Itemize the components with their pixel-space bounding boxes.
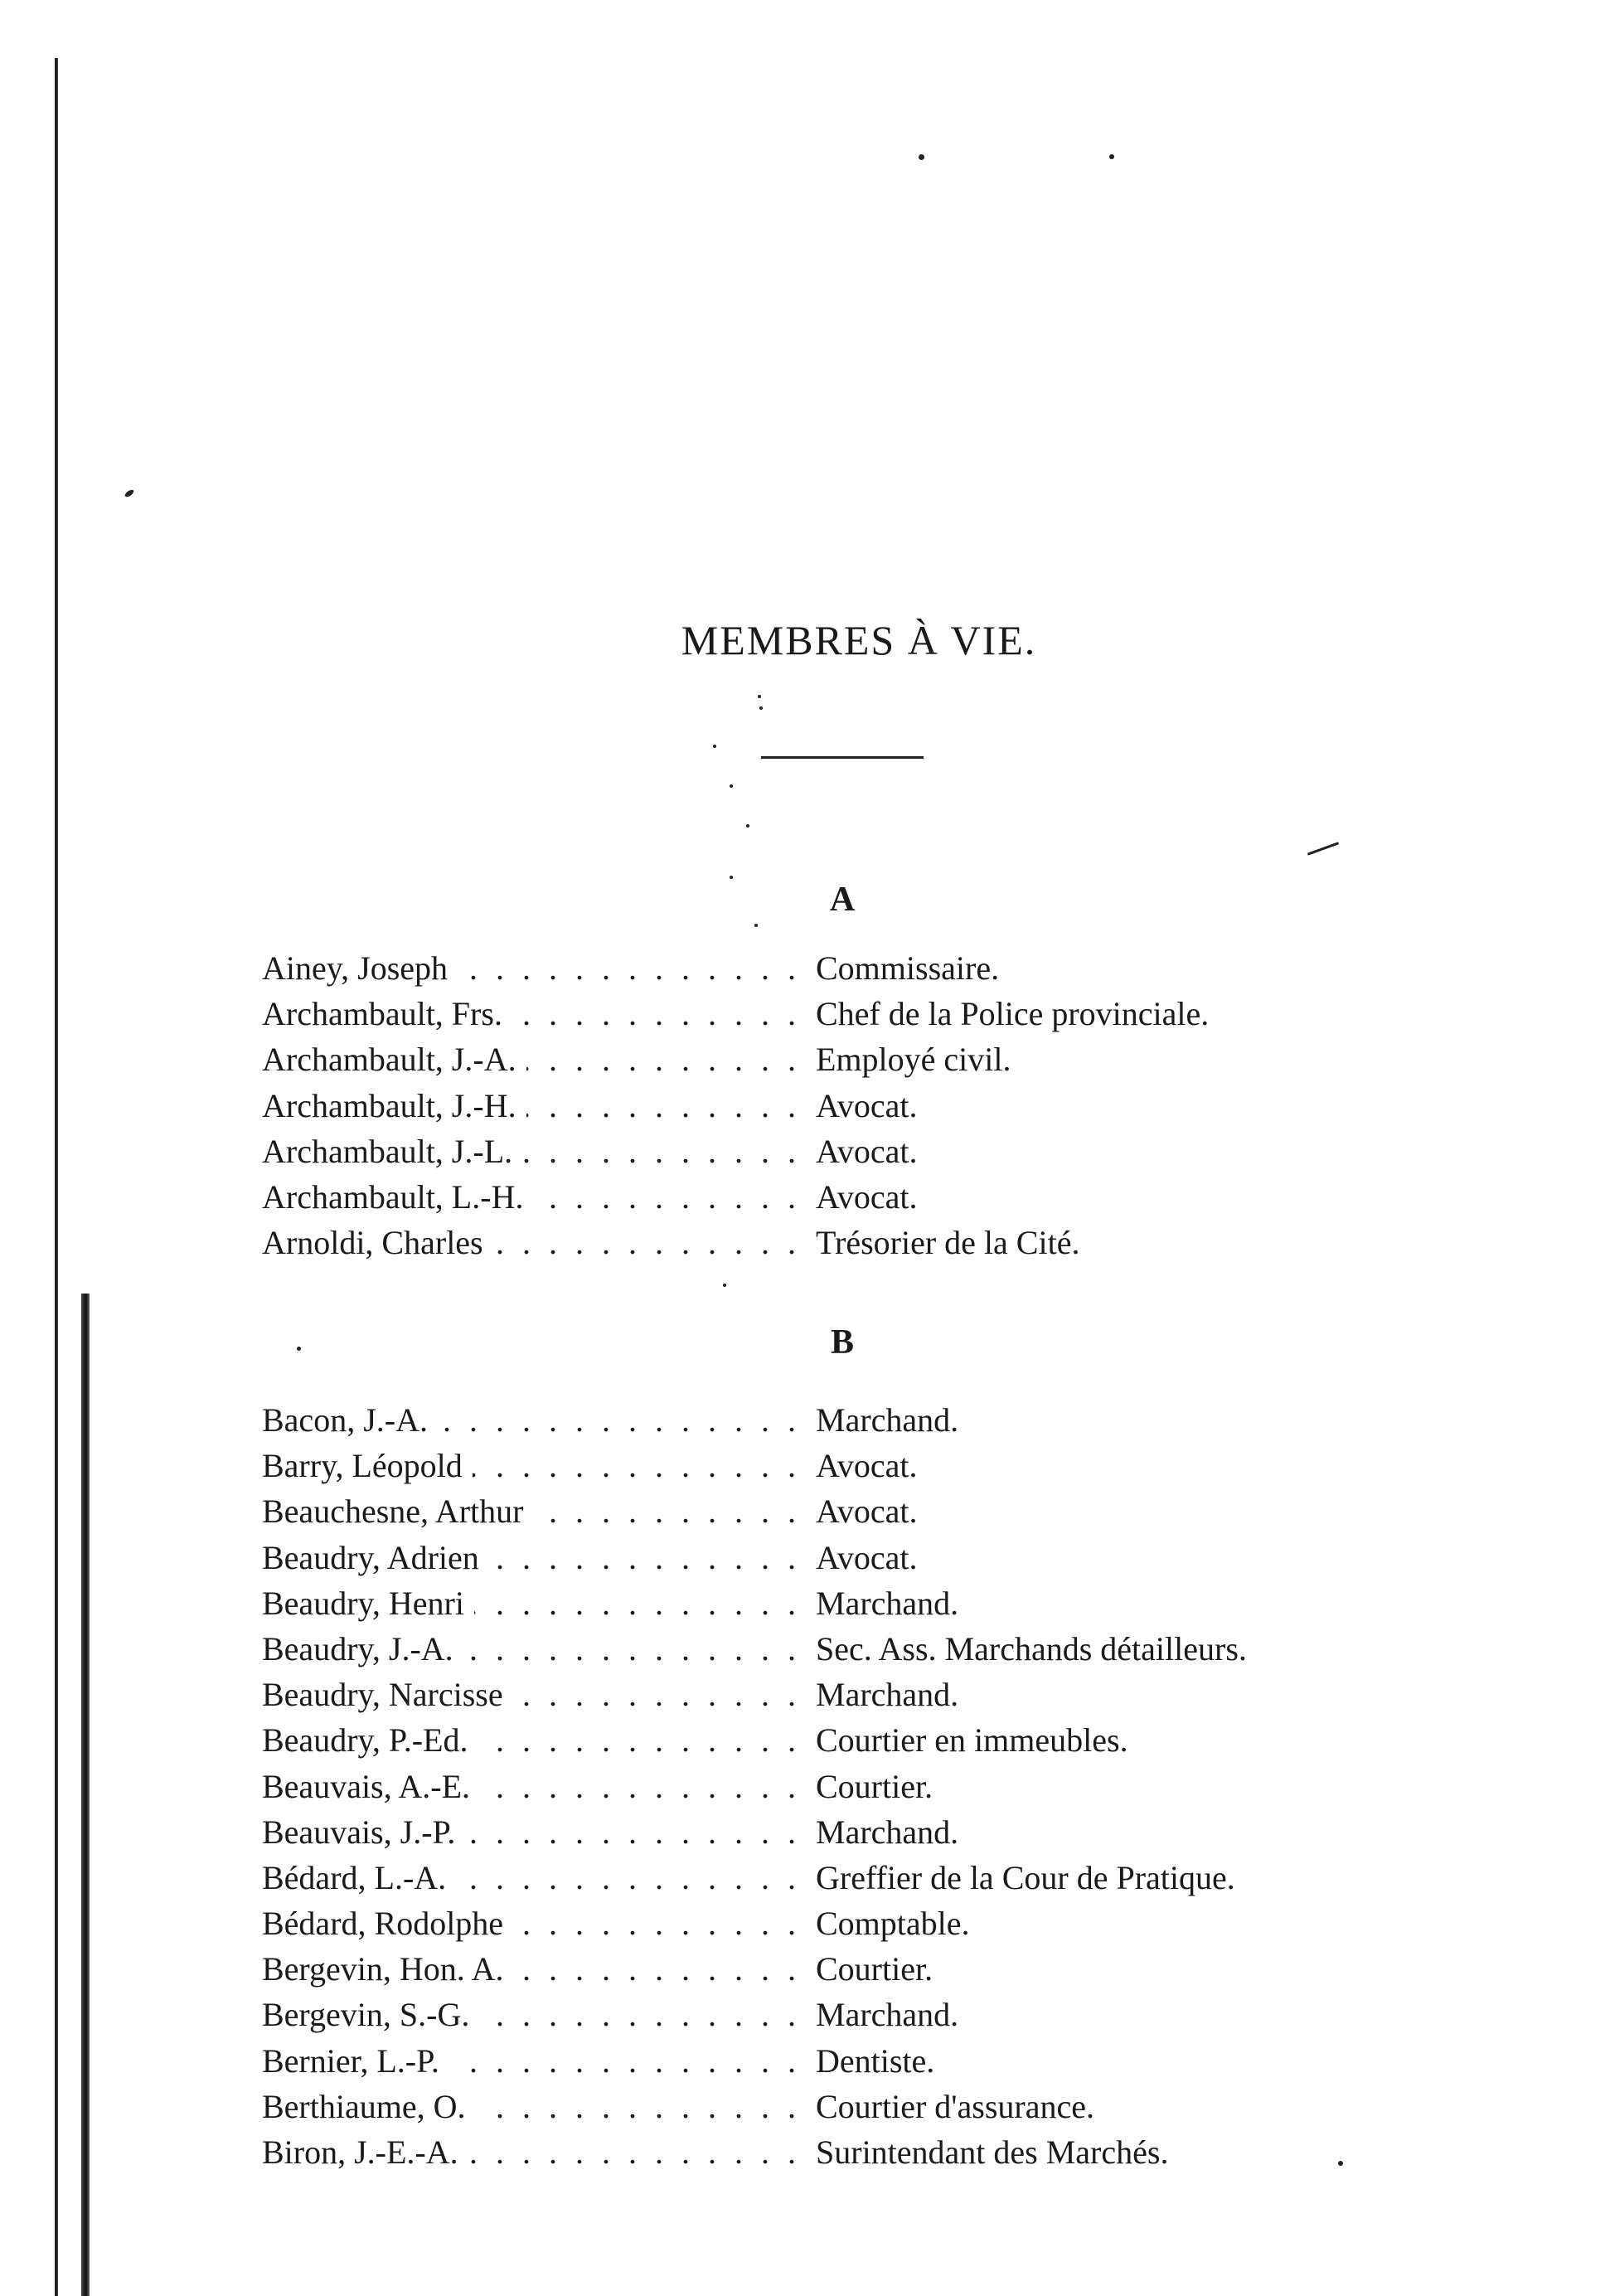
member-name: Beauchesne, Arthur xyxy=(262,1488,533,1534)
page-binding-edge xyxy=(55,58,58,2296)
member-name: Bergevin, Hon. A. xyxy=(262,1946,513,1992)
member-name: Bédard, L.-A. xyxy=(262,1855,456,1900)
list-item xyxy=(262,991,1423,1036)
member-occupation: Comptable. xyxy=(816,1905,970,1943)
member-list-b xyxy=(262,1397,1423,2175)
member-occupation: Courtier d'assurance. xyxy=(816,2087,1094,2125)
member-name: Bacon, J.-A. xyxy=(262,1397,438,1443)
list-item xyxy=(262,1900,1423,1946)
member-name: Beaudry, P.-Ed. xyxy=(262,1717,478,1763)
ink-speck xyxy=(919,154,924,160)
list-item xyxy=(262,2084,1423,2129)
member-name: Archambault, L.-H. xyxy=(262,1174,533,1220)
list-item xyxy=(262,1220,1423,1265)
member-occupation: Avocat. xyxy=(816,1177,918,1216)
list-item xyxy=(262,1129,1423,1174)
member-occupation: Chef de la Police provinciale. xyxy=(816,995,1210,1033)
member-name: Biron, J.-E.-A. xyxy=(262,2129,468,2175)
member-name: Barry, Léopold xyxy=(262,1443,473,1488)
member-occupation: Employé civil. xyxy=(816,1041,1011,1079)
member-occupation: Courtier. xyxy=(816,1767,934,1805)
member-name: Ainey, Joseph xyxy=(262,945,458,991)
member-name: Beaudry, J.-A. xyxy=(262,1626,463,1672)
member-name: Beaudry, Henri xyxy=(262,1580,474,1626)
list-item xyxy=(262,1083,1423,1129)
member-name: Bernier, L.-P. xyxy=(262,2038,449,2084)
ink-speck xyxy=(297,1347,301,1351)
member-occupation: Marchand. xyxy=(816,1813,959,1851)
member-name: Beaudry, Adrien xyxy=(262,1535,489,1580)
title-divider xyxy=(761,756,924,759)
member-occupation: Marchand. xyxy=(816,1996,959,2034)
member-occupation: Surintendant des Marchés. xyxy=(816,2133,1169,2171)
ink-speck xyxy=(759,706,763,710)
list-item xyxy=(262,1672,1423,1717)
list-item xyxy=(262,1855,1423,1900)
member-name: Archambault, Frs. xyxy=(262,991,512,1036)
member-occupation: Avocat. xyxy=(816,1538,918,1576)
member-occupation: Marchand. xyxy=(816,1676,959,1714)
page-binding-shadow xyxy=(81,1294,90,2296)
list-item xyxy=(262,1488,1423,1534)
member-name: Beauvais, A.-E. xyxy=(262,1764,480,1809)
member-name: Bédard, Rodolphe xyxy=(262,1900,513,1946)
list-item xyxy=(262,1764,1423,1809)
ink-speck xyxy=(746,824,749,828)
member-name: Beaudry, Narcisse xyxy=(262,1672,513,1717)
member-occupation: Marchand. xyxy=(816,1401,959,1439)
ink-speck xyxy=(754,924,758,927)
member-name: Berthiaume, O. xyxy=(262,2084,476,2129)
member-occupation: Greffier de la Cour de Pratique. xyxy=(816,1858,1235,1896)
list-item xyxy=(262,2129,1423,2175)
page-title: MEMBRES À VIE. xyxy=(681,617,1037,663)
member-occupation: Trésorier de la Cité. xyxy=(816,1224,1080,1262)
member-occupation: Marchand. xyxy=(816,1584,959,1622)
list-item xyxy=(262,1809,1423,1855)
member-occupation: Avocat. xyxy=(816,1086,918,1124)
member-occupation: Avocat. xyxy=(816,1447,918,1485)
ink-speck xyxy=(1109,154,1114,159)
list-item xyxy=(262,1717,1423,1763)
section-letter-b: B xyxy=(830,1323,854,1362)
ink-speck xyxy=(730,784,733,788)
member-list-a xyxy=(262,945,1423,1265)
member-occupation: Dentiste. xyxy=(816,2041,935,2080)
ink-speck xyxy=(723,1284,726,1287)
member-occupation: Courtier en immeubles. xyxy=(816,1721,1128,1760)
list-item xyxy=(262,2038,1423,2084)
member-name: Beauvais, J.-P. xyxy=(262,1809,465,1855)
list-item xyxy=(262,1443,1423,1488)
ink-speck xyxy=(124,488,134,498)
list-item xyxy=(262,1174,1423,1220)
list-item xyxy=(262,1580,1423,1626)
member-occupation: Avocat. xyxy=(816,1493,918,1531)
member-name: Arnoldi, Charles xyxy=(262,1220,493,1265)
member-name: Bergevin, S.-G. xyxy=(262,1992,479,2037)
member-occupation: Avocat. xyxy=(816,1132,918,1170)
list-item xyxy=(262,945,1423,991)
ink-speck xyxy=(758,695,761,698)
member-occupation: Sec. Ass. Marchands détailleurs. xyxy=(816,1629,1247,1667)
list-item xyxy=(262,1535,1423,1580)
ink-speck xyxy=(713,745,716,748)
list-item xyxy=(262,1397,1423,1443)
member-name: Archambault, J.-A. xyxy=(262,1036,526,1082)
member-occupation: Commissaire. xyxy=(816,949,1000,987)
list-item xyxy=(262,1626,1423,1672)
member-occupation: Courtier. xyxy=(816,1950,934,1988)
list-item xyxy=(262,1946,1423,1992)
member-name: Archambault, J.-L. xyxy=(262,1129,522,1174)
list-item xyxy=(262,1036,1423,1082)
member-name: Archambault, J.-H. xyxy=(262,1083,526,1129)
ink-speck xyxy=(1307,842,1340,855)
ink-speck xyxy=(730,876,733,879)
section-letter-a: A xyxy=(829,881,856,919)
list-item xyxy=(262,1992,1423,2037)
